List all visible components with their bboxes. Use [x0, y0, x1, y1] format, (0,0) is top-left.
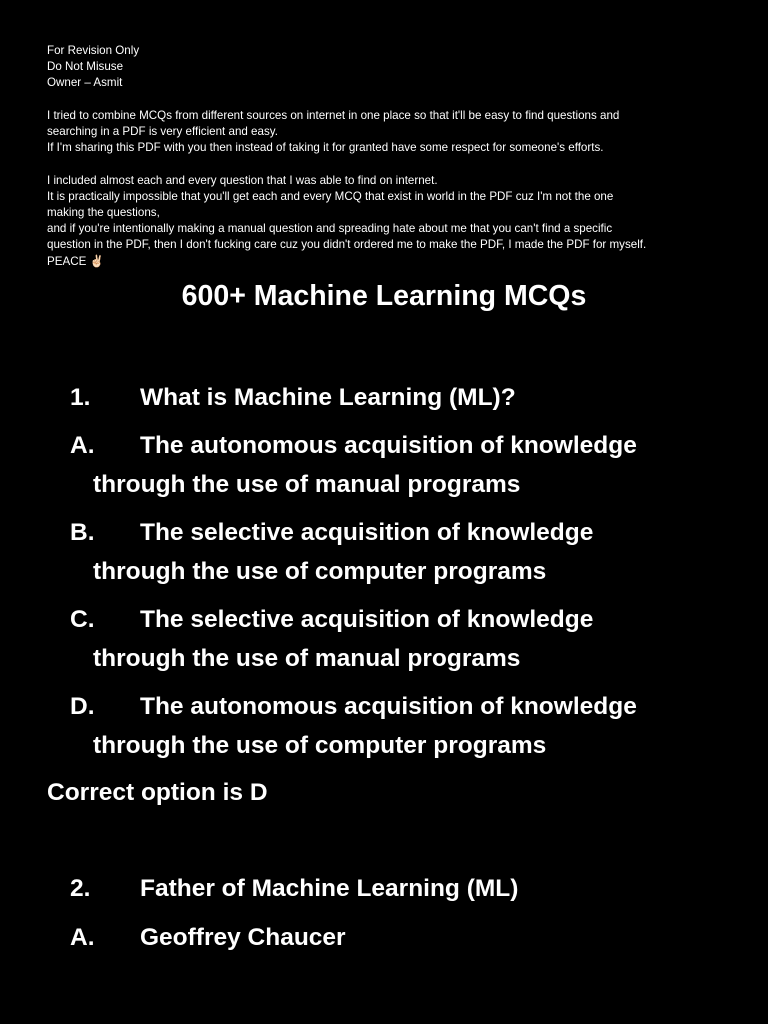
- option-letter: D.: [70, 693, 95, 720]
- option-text: The autonomous acquisition of knowledge: [140, 693, 637, 720]
- notice-line: If I'm sharing this PDF with you then instead of taking it for granted have some respect for someone's efforts.: [47, 141, 604, 155]
- notice-line: It is practically impossible that you'll get each and every MCQ that exist in world in the PDF cuz I'm not the one: [47, 189, 614, 203]
- option-d: [70, 688, 750, 765]
- option-letter: A.: [70, 924, 95, 951]
- option-text: The selective acquisition of knowledge: [140, 606, 594, 633]
- question-number: 1.: [70, 384, 91, 411]
- notice-line: and if you're intentionally making a manual question and spreading hate about me that you can't find a specific: [47, 222, 613, 236]
- option-text-continued: through the use of computer programs: [93, 731, 547, 759]
- option-letter: B.: [70, 519, 95, 546]
- option-a: [70, 427, 750, 504]
- option-c: [70, 601, 750, 678]
- notice-line: question in the PDF, then I don't fucking care cuz you didn't ordered me to make the PDF, I made the PDF for myself.: [47, 238, 647, 252]
- notice-line: For Revision Only: [47, 44, 140, 57]
- option-text: The selective acquisition of knowledge: [140, 519, 594, 546]
- document-title: 600+ Machine Learning MCQs: [181, 280, 587, 312]
- option-text-continued: through the use of manual programs: [93, 470, 521, 498]
- question-text: Father of Machine Learning (ML): [140, 875, 519, 902]
- question-2: [70, 870, 750, 909]
- notice-line: I tried to combine MCQs from different sources on internet in one place so that it'll be easy to find questions and: [47, 108, 620, 122]
- notice-line: making the questions,: [47, 206, 160, 219]
- question-text: What is Machine Learning (ML)?: [140, 384, 516, 411]
- option-text: The autonomous acquisition of knowledge: [140, 432, 637, 459]
- notice-line: searching in a PDF is very efficient and easy.: [47, 125, 278, 138]
- notice-line: Owner – Asmit: [47, 76, 123, 90]
- notice-spacer: [47, 92, 737, 108]
- option-text-continued: through the use of manual programs: [93, 644, 521, 672]
- disclaimer-notice: [47, 43, 737, 270]
- option-a: [70, 919, 750, 958]
- option-text: Geoffrey Chaucer: [140, 924, 346, 951]
- option-b: [70, 514, 750, 591]
- notice-line: Do Not Misuse: [47, 60, 124, 74]
- option-text-continued: through the use of computer programs: [93, 557, 547, 585]
- notice-spacer: [47, 156, 737, 172]
- option-letter: A.: [70, 432, 95, 459]
- option-letter: C.: [70, 606, 95, 633]
- question-1: [70, 379, 750, 418]
- question-number: 2.: [70, 875, 91, 902]
- notice-line: PEACE ✌🏻: [47, 254, 104, 268]
- correct-answer: Correct option is D: [47, 779, 268, 806]
- notice-line: I included almost each and every question that I was able to find on internet.: [47, 173, 438, 187]
